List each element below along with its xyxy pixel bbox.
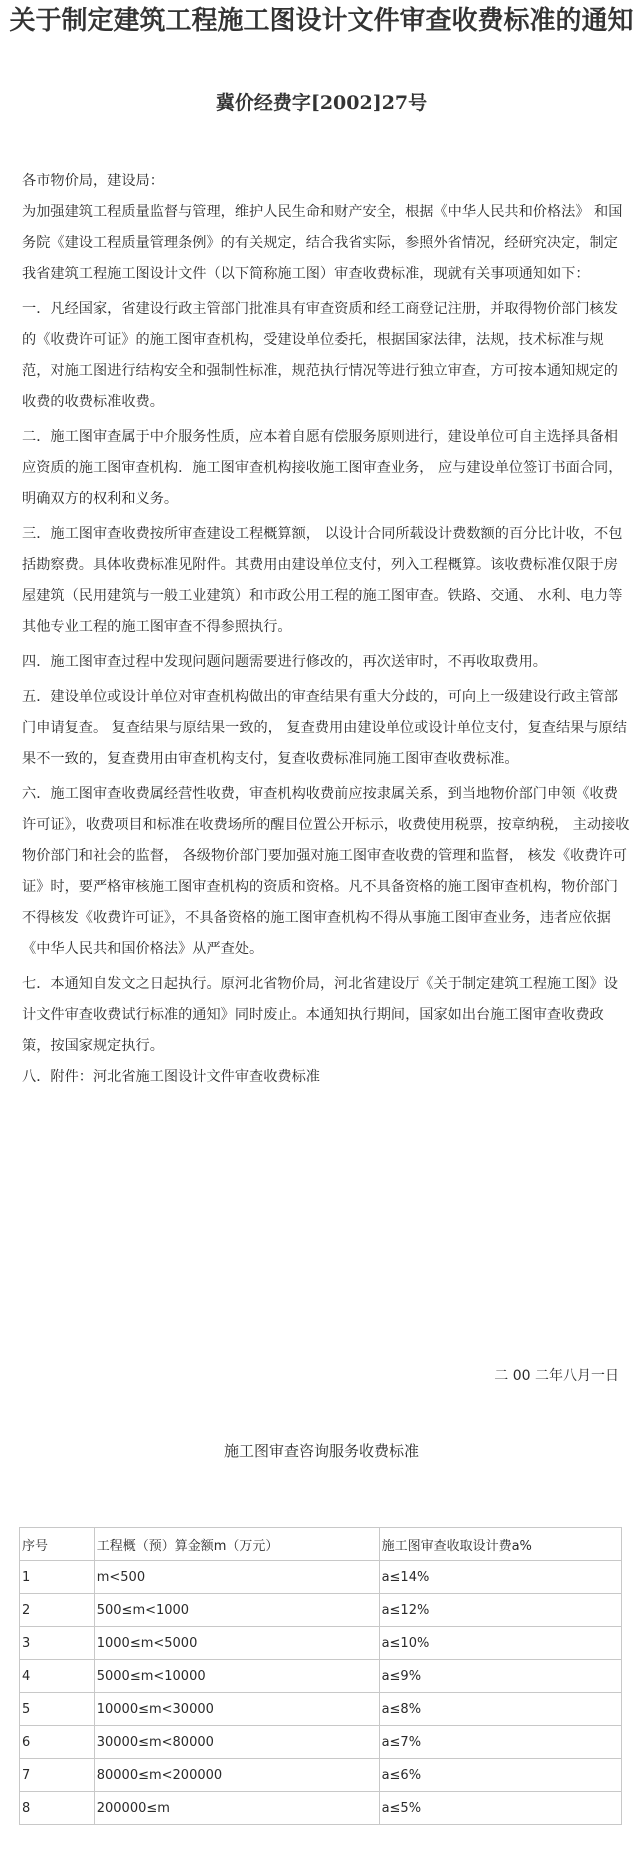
table-row xyxy=(20,1561,622,1594)
table-row xyxy=(20,1594,622,1627)
paragraph-5: 五．建设单位或设计单位对审查机构做出的审查结果有重大分歧的，可向上一级建设行政主管部门申请复查。 复查结果与原结果一致的， 复查费用由建设单位或设计单位支付，复查结果与原结果不一致的，复查费用由审查机构支付，复查收费标准同施工图审查收费标准。 xyxy=(22,689,627,767)
cell-index: 5 xyxy=(20,1693,95,1726)
paragraph-6: 六．施工图审查收费属经营性收费，审查机构收费前应按隶属关系，到当地物价部门申领《收费许可证》，收费项目和标准在收费场所的醒目位置公开标示，收费使用税票，按章纳税， 主动接收物价部门和社会的监督， 各级物价部门要加强对施工图审查收费的管理和监督， 核发《收费许可证》时，要严格审核施工图审查机构的资质和资格。凡不具备资格的施工图审查机构，物价部门不得核发《收费许可证》，不具备资格的施工图审查机构不得从事施工图审查业务，违者应依据《中华人民共和国价格法》从严查处。 xyxy=(22,786,630,957)
cell-index: 7 xyxy=(20,1759,95,1792)
cell-amount: 80000≤m<200000 xyxy=(94,1759,379,1792)
cell-rate: a≤9% xyxy=(379,1660,621,1693)
header-amount: 工程概（预）算金额m（万元） xyxy=(94,1528,379,1561)
cell-amount: m<500 xyxy=(94,1561,379,1594)
salutation: 各市物价局，建设局： xyxy=(22,173,164,189)
table-row xyxy=(20,1726,622,1759)
paragraph-3: 三．施工图审查收费按所审查建设工程概算额， 以设计合同所载设计费数额的百分比计收，不包括勘察费。具体收费标准见附件。其费用由建设单位支付，列入工程概算。该收费标准仅限于房屋建筑（民用建筑与一般工业建筑）和市政公用工程的施工图审查。铁路、交通、 水利、电力等其他专业工程的施工图审查不得参照执行。 xyxy=(22,526,623,635)
cell-amount: 30000≤m<80000 xyxy=(94,1726,379,1759)
cell-rate: a≤14% xyxy=(379,1561,621,1594)
table-row xyxy=(20,1627,622,1660)
table-row xyxy=(20,1792,622,1825)
cell-rate: a≤6% xyxy=(379,1759,621,1792)
cell-index: 8 xyxy=(20,1792,95,1825)
cell-rate: a≤5% xyxy=(379,1792,621,1825)
cell-index: 3 xyxy=(20,1627,95,1660)
document-number: 冀价经费字[2002]27号 xyxy=(215,92,428,114)
paragraph-8: 八．附件：河北省施工图设计文件审查收费标准 xyxy=(22,1069,320,1085)
cell-rate: a≤7% xyxy=(379,1726,621,1759)
header-index: 序号 xyxy=(20,1528,95,1561)
cell-index: 6 xyxy=(20,1726,95,1759)
cell-index: 1 xyxy=(20,1561,95,1594)
paragraph-2: 二．施工图审查属于中介服务性质，应本着自愿有偿服务原则进行，建设单位可自主选择具备相应资质的施工图审查机构．施工图审查机构接收施工图审查业务， 应与建设单位签订书面合同，明确双方的权利和义务。 xyxy=(22,429,623,507)
paragraph-7: 七．本通知自发文之日起执行。原河北省物价局，河北省建设厅《关于制定建筑工程施工图》设计文件审查收费试行标准的通知》同时废止。本通知执行期间，国家如出台施工图审查收费政策，按国家规定执行。 xyxy=(22,976,618,1054)
cell-amount: 10000≤m<30000 xyxy=(94,1693,379,1726)
table-header-row xyxy=(20,1528,622,1561)
cell-amount: 5000≤m<10000 xyxy=(94,1660,379,1693)
cell-amount: 1000≤m<5000 xyxy=(94,1627,379,1660)
paragraph-4: 四．施工图审查过程中发现问题问题需要进行修改的，再次送审时，不再收取费用。 xyxy=(22,654,547,670)
issue-date: 二 00 二年八月一日 xyxy=(494,1368,619,1384)
cell-index: 2 xyxy=(20,1594,95,1627)
cell-rate: a≤8% xyxy=(379,1693,621,1726)
cell-rate: a≤10% xyxy=(379,1627,621,1660)
table-row xyxy=(20,1693,622,1726)
header-rate: 施工图审查收取设计费a% xyxy=(379,1528,621,1561)
cell-amount: 200000≤m xyxy=(94,1792,379,1825)
cell-index: 4 xyxy=(20,1660,95,1693)
paragraph-intro: 为加强建筑工程质量监督与管理，维护人民生命和财产安全，根据《中华人民共和价格法》 和国务院《建设工程质量管理条例》的有关规定，结合我省实际，参照外省情况，经研究决定，制定我省建筑工程施工图设计文件（以下简称施工图）审查收费标准，现就有关事项通知如下： xyxy=(22,204,623,282)
document-body xyxy=(22,166,630,1093)
page-title: 关于制定建筑工程施工图设计文件审查收费标准的通知 xyxy=(9,6,634,36)
table-row xyxy=(20,1660,622,1693)
cell-amount: 500≤m<1000 xyxy=(94,1594,379,1627)
fee-table xyxy=(19,1527,622,1825)
table-row xyxy=(20,1759,622,1792)
table-title: 施工图审查咨询服务收费标准 xyxy=(223,1442,419,1460)
cell-rate: a≤12% xyxy=(379,1594,621,1627)
paragraph-1: 一．凡经国家，省建设行政主管部门批准具有审查资质和经工商登记注册，并取得物价部门核发的《收费许可证》的施工图审查机构，受建设单位委托，根据国家法律，法规，技术标准与规范，对施工图进行结构安全和强制性标准，规范执行情况等进行独立审查，方可按本通知规定的收费的收费标准收费。 xyxy=(22,301,618,410)
